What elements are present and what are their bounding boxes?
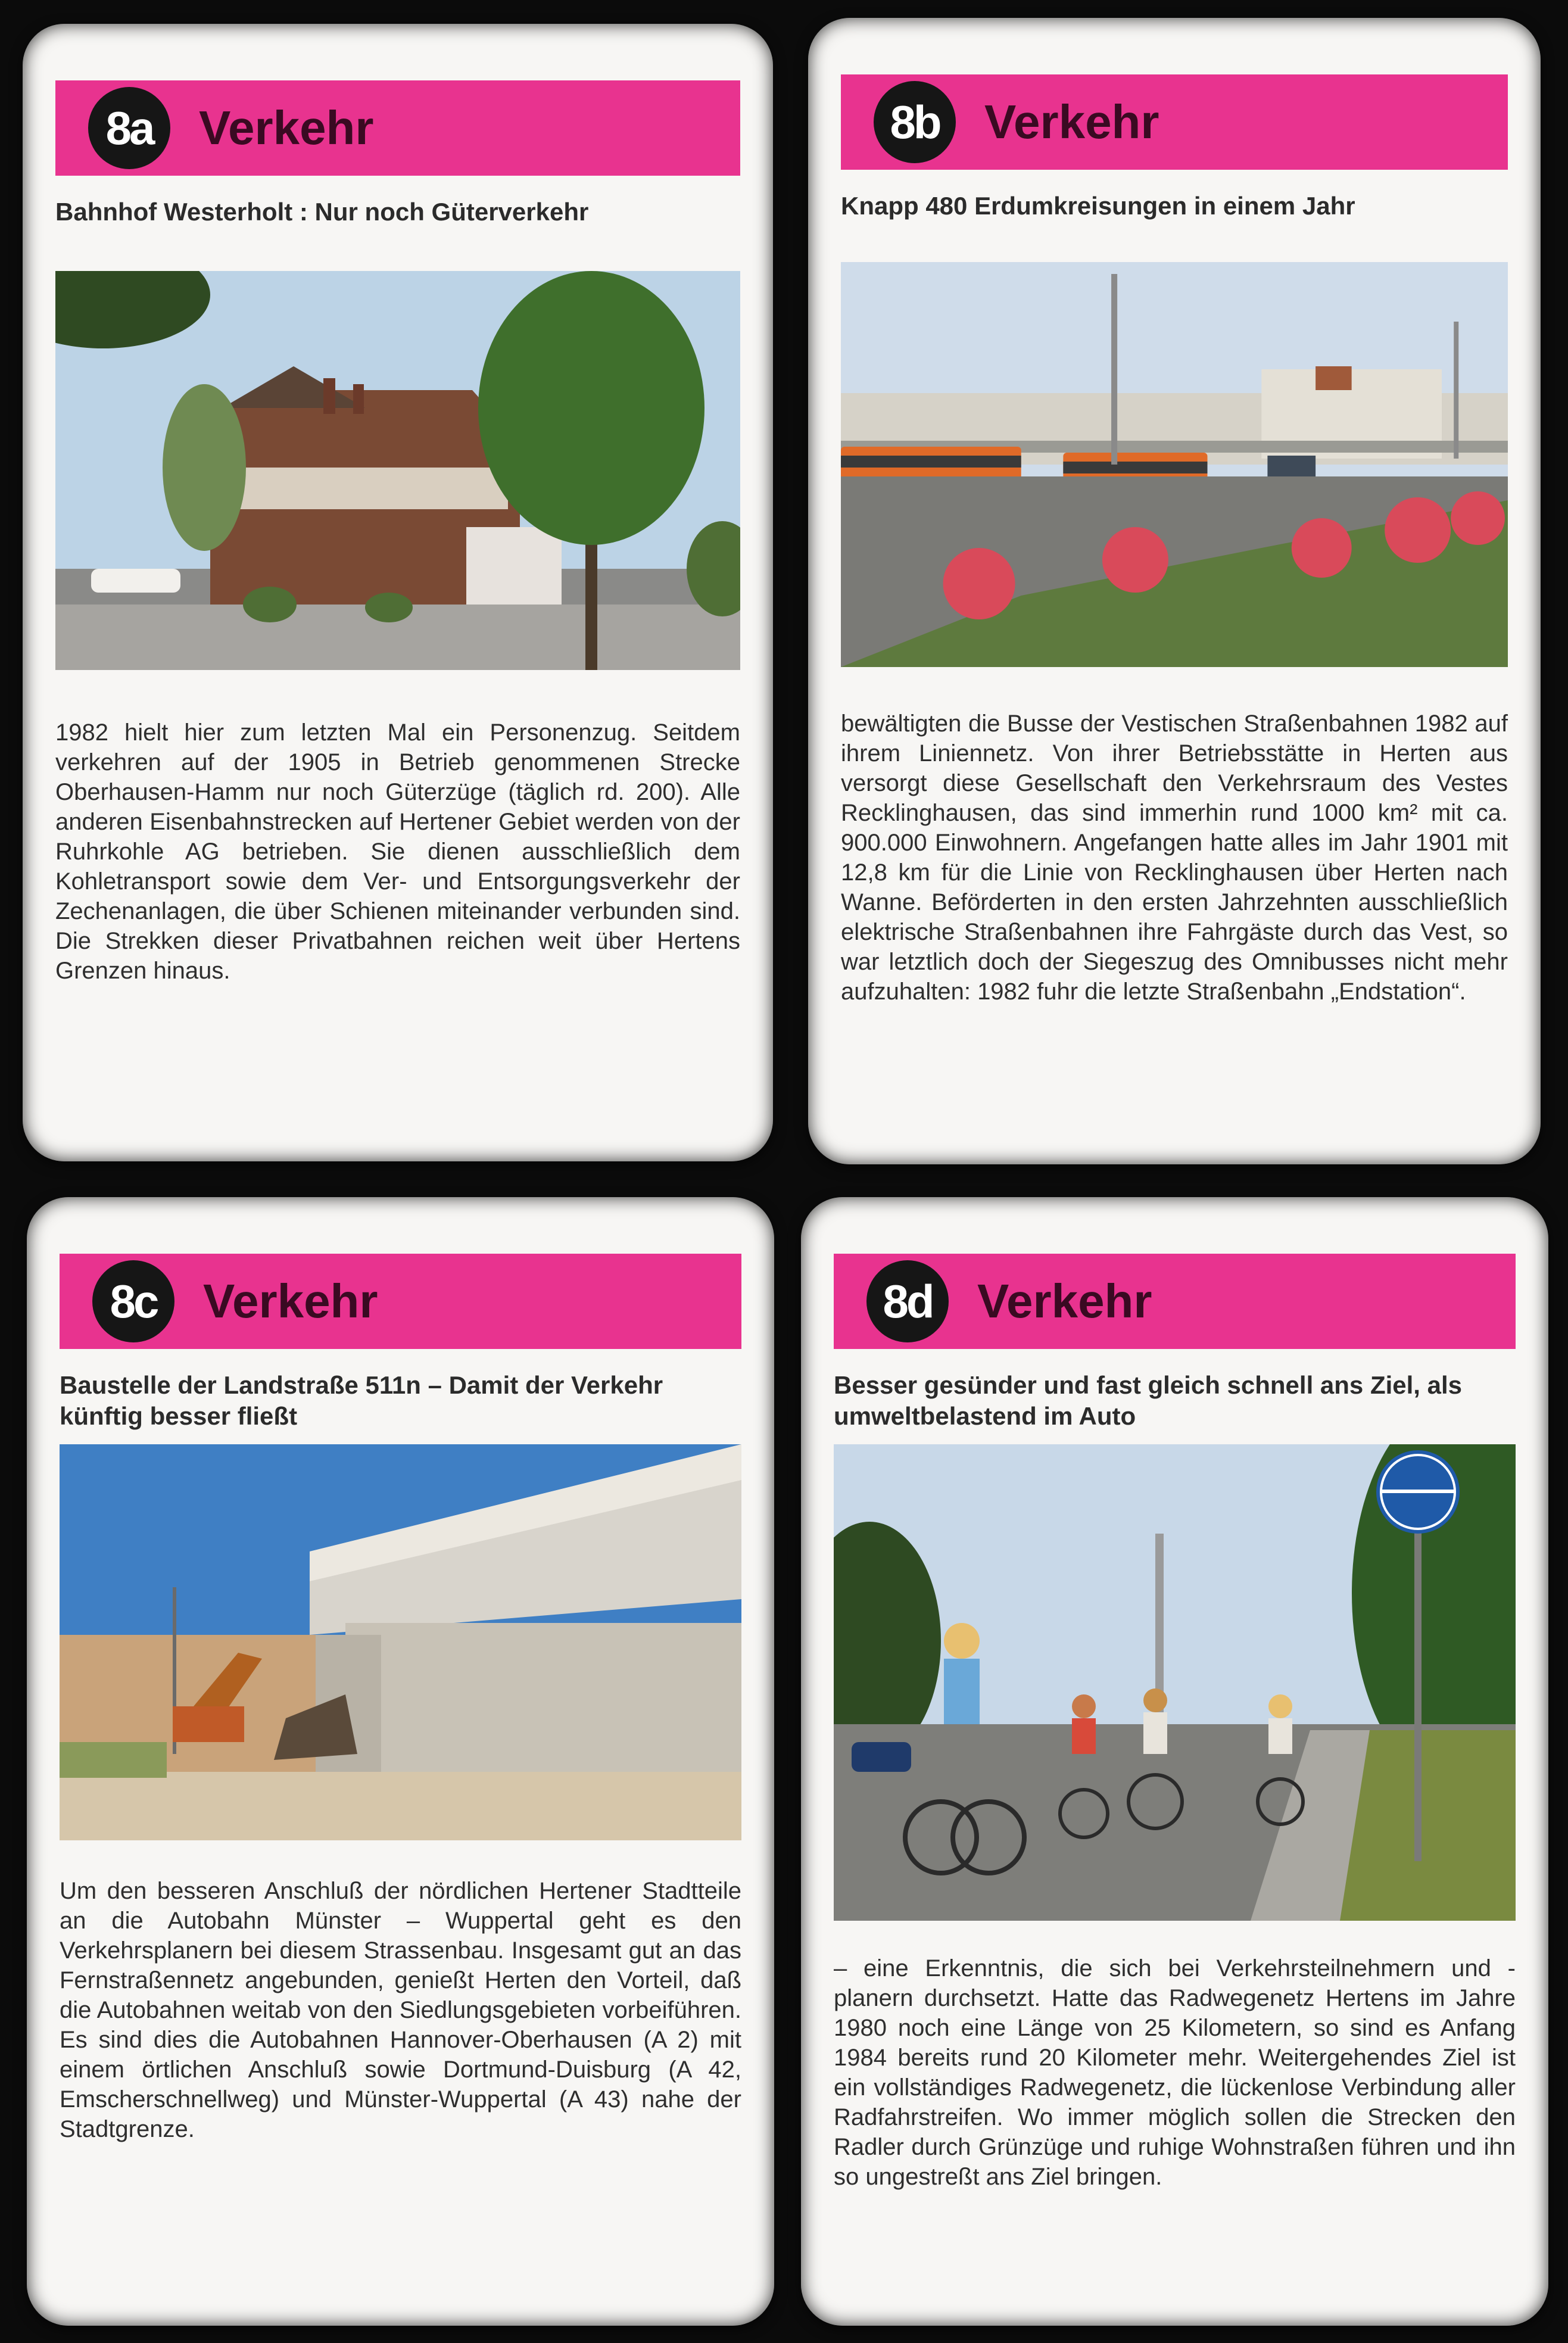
card-subtitle: Besser gesünder und fast gleich schnell ans Ziel, als umweltbelastend im Auto <box>834 1371 1463 1430</box>
category-title: Verkehr <box>199 101 374 154</box>
category-title: Verkehr <box>977 1275 1152 1328</box>
category-band <box>841 74 1508 170</box>
category-band <box>834 1254 1516 1349</box>
category-band <box>60 1254 741 1349</box>
card-subtitle: Bahnhof Westerholt : Nur noch Güterverkehr <box>55 198 589 226</box>
category-title: Verkehr <box>984 95 1159 148</box>
station-photo <box>55 271 740 670</box>
category-band <box>55 80 740 176</box>
card-8a <box>23 24 773 1161</box>
card-body-text: 1982 hielt hier zum letzten Mal ein Personenzug. Seitdem verkehren auf der 1905 in Betrieb genommenen Strecke Oberhausen-Hamm nur noch Güterzüge (täglich rd. 200). Alle anderen Eisenbahnstrecken auf Hertener Gebiet werden von der Ruhrkohle AG betrieben. Sie dienen ausschließlich dem Kohletransport sowie dem Ver- und Entsorgungsverkehr der Zechenanlagen, die über Schienen miteinander verbunden sind. Die Strekken dieser Privatbahnen reichen weit über Hertens Grenzen hinaus. <box>55 719 740 984</box>
cyclists-photo <box>834 1444 1516 1921</box>
card-8d <box>801 1197 1548 2326</box>
construction-photo <box>60 1444 741 1840</box>
card-subtitle: Baustelle der Landstraße 511n – Damit der Verkehr künftig besser fließt <box>60 1371 663 1430</box>
card-subtitle: Knapp 480 Erdumkreisungen in einem Jahr <box>841 192 1355 220</box>
card-8b <box>808 18 1541 1164</box>
bus-depot-photo <box>841 262 1508 667</box>
card-number-badge: 8a <box>88 87 170 169</box>
category-title: Verkehr <box>203 1275 378 1328</box>
card-body-text: bewältigten die Busse der Vestischen Straßenbahnen 1982 auf ihrem Liniennetz. Von ihrer Betriebsstätte in Herten aus versorgt diese Gesellschaft den Verkehrsraum des Vestes Recklinghausen, das sind immerhin rund 1000 km² mit ca. 900.000 Einwohnern. Angefangen hatte alles im Jahr 1901 mit 12,8 km für die Linie von Recklinghausen über Herten nach Wanne. Beförderten in den ersten Jahrzehnten ausschließlich elektrische Straßenbahnen ihre Fahrgäste durch das Vest, so war letztlich doch der Siegeszug des Omnibusses nicht mehr aufzuhalten: 1982 fuhr die letzte Straßenbahn „Endstation“. <box>841 711 1508 1005</box>
card-number-badge: 8d <box>866 1260 949 1342</box>
card-number-badge: 8b <box>874 81 956 163</box>
card-number-badge: 8c <box>92 1260 174 1342</box>
card-body-text: – eine Erkenntnis, die sich bei Verkehrsteilnehmern und -planern durchsetzt. Hatte das Radwegenetz Hertens im Jahre 1980 noch eine Länge von 25 Kilometern, so sind es Anfang 1984 bereits rund 20 Kilometer mehr. Weitergehendes Ziel ist ein vollständiges Radwegenetz, die lückenlose Verbindung aller Radfahrstreifen. Wo immer möglich sollen die Strecken den Radler durch Grünzüge und ruhige Wohnstraßen führen und ihn so ungestreßt ans Ziel bringen. <box>834 1955 1516 2190</box>
card-8c <box>27 1197 774 2326</box>
card-body-text: Um den besseren Anschluß der nördlichen Hertener Stadtteile an die Autobahn Münster – Wuppertal geht es den Verkehrsplanern bei diesem Strassenbau. Insgesamt gut an das Fernstraßennetz angebunden, genießt Herten den Vorteil, daß die Autobahnen weitab von den Siedlungsgebieten vorbeiführen. Es sind dies die Autobahnen Hannover-Oberhausen (A 2) mit einem örtlichen Anschluß sowie Dortmund-Duisburg (A 42, Emscherschnellweg) und Münster-Wuppertal (A 43) nahe der Stadtgrenze. <box>60 1878 741 2142</box>
